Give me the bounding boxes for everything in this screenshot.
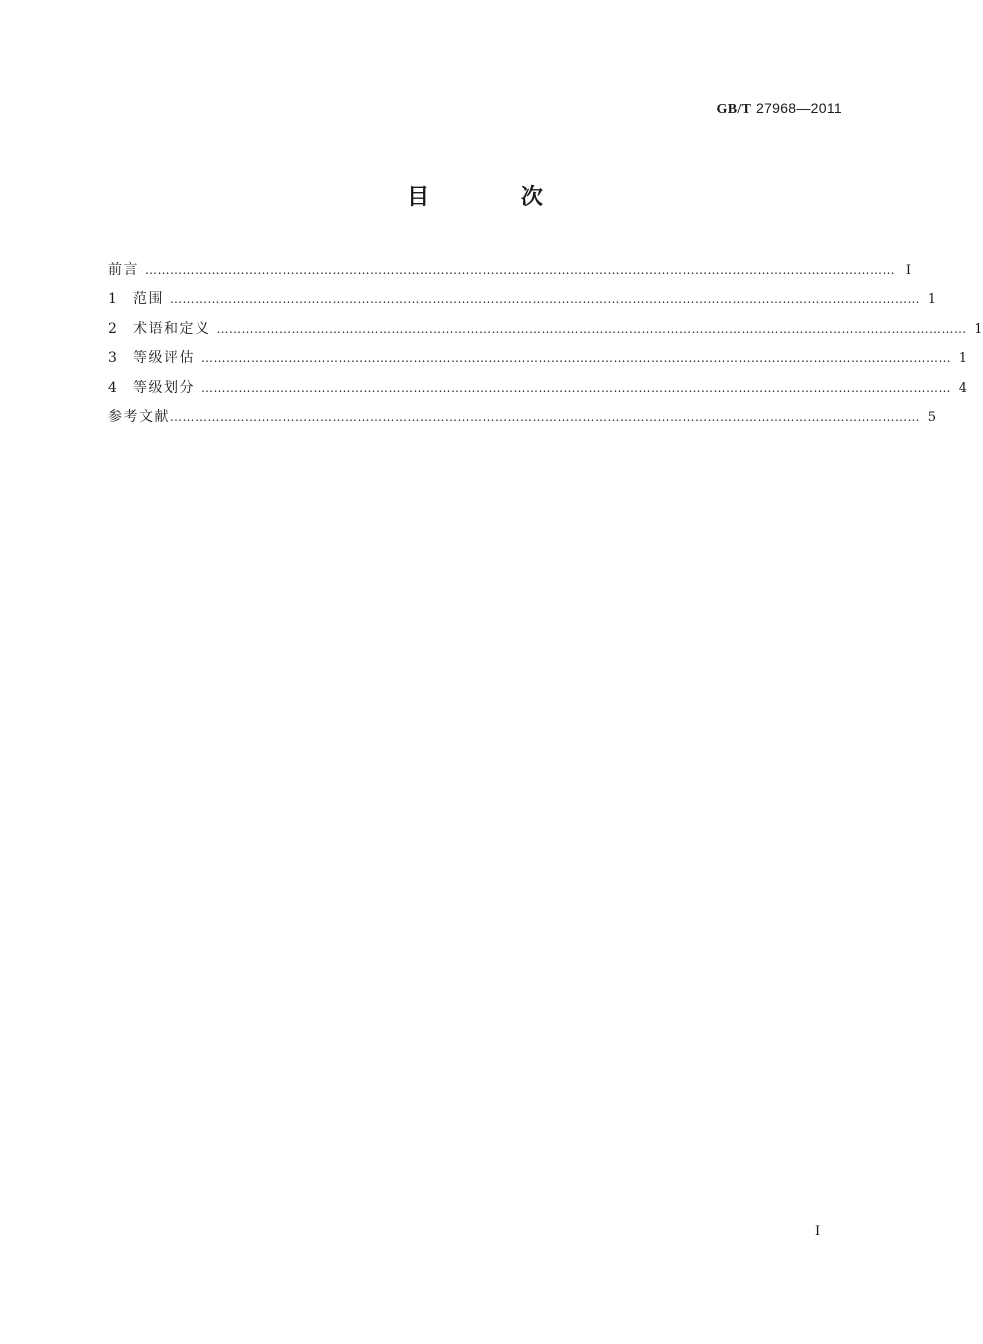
toc-label: 前言 <box>108 262 139 278</box>
toc-page-number: Ⅰ <box>905 263 911 278</box>
toc-entry-terms[interactable] <box>108 318 983 347</box>
toc-section-number: 3 <box>108 350 117 367</box>
toc-section-number: 4 <box>108 379 117 396</box>
table-of-contents <box>108 259 983 435</box>
page-title: 目 次 <box>407 185 585 210</box>
toc-label: 等级划分 <box>133 379 195 396</box>
dot-leader: ……………………………………………………………………………………………………………………………………………………………… <box>216 321 967 336</box>
toc-page-number: 1 <box>974 321 983 337</box>
toc-page-number: 1 <box>927 292 936 308</box>
dot-leader: ……………………………………………………………………………………………………………………………………………………………… <box>170 409 920 424</box>
standard-number <box>717 100 842 118</box>
toc-entry-assessment[interactable] <box>108 347 967 376</box>
standard-prefix: GB/T <box>716 102 752 117</box>
dot-leader: ……………………………………………………………………………………………………………………………………………………………… <box>201 380 951 395</box>
toc-entry-foreword[interactable] <box>108 259 911 288</box>
toc-label: 范围 <box>133 291 164 308</box>
dot-leader: ……………………………………………………………………………………………………………………………………………………………… <box>201 351 951 366</box>
toc-entry-bibliography[interactable] <box>108 406 936 435</box>
toc-page-number: 5 <box>927 409 936 425</box>
toc-label: 参考文献 <box>108 408 170 425</box>
toc-entry-classification[interactable] <box>108 377 967 406</box>
toc-page-number: 1 <box>958 351 967 367</box>
footer-page-number: Ⅰ <box>815 1224 821 1239</box>
toc-label: 术语和定义 <box>133 320 211 337</box>
toc-section-number: 1 <box>108 291 117 308</box>
toc-page-number: 4 <box>958 380 967 396</box>
toc-label: 等级评估 <box>133 350 195 367</box>
dot-leader: ……………………………………………………………………………………………………………………………………………………………… <box>145 263 895 277</box>
dot-leader: ……………………………………………………………………………………………………………………………………………………………… <box>170 292 920 307</box>
toc-entry-scope[interactable] <box>108 288 936 317</box>
standard-code: 27968—2011 <box>755 100 842 116</box>
toc-section-number: 2 <box>108 320 117 337</box>
